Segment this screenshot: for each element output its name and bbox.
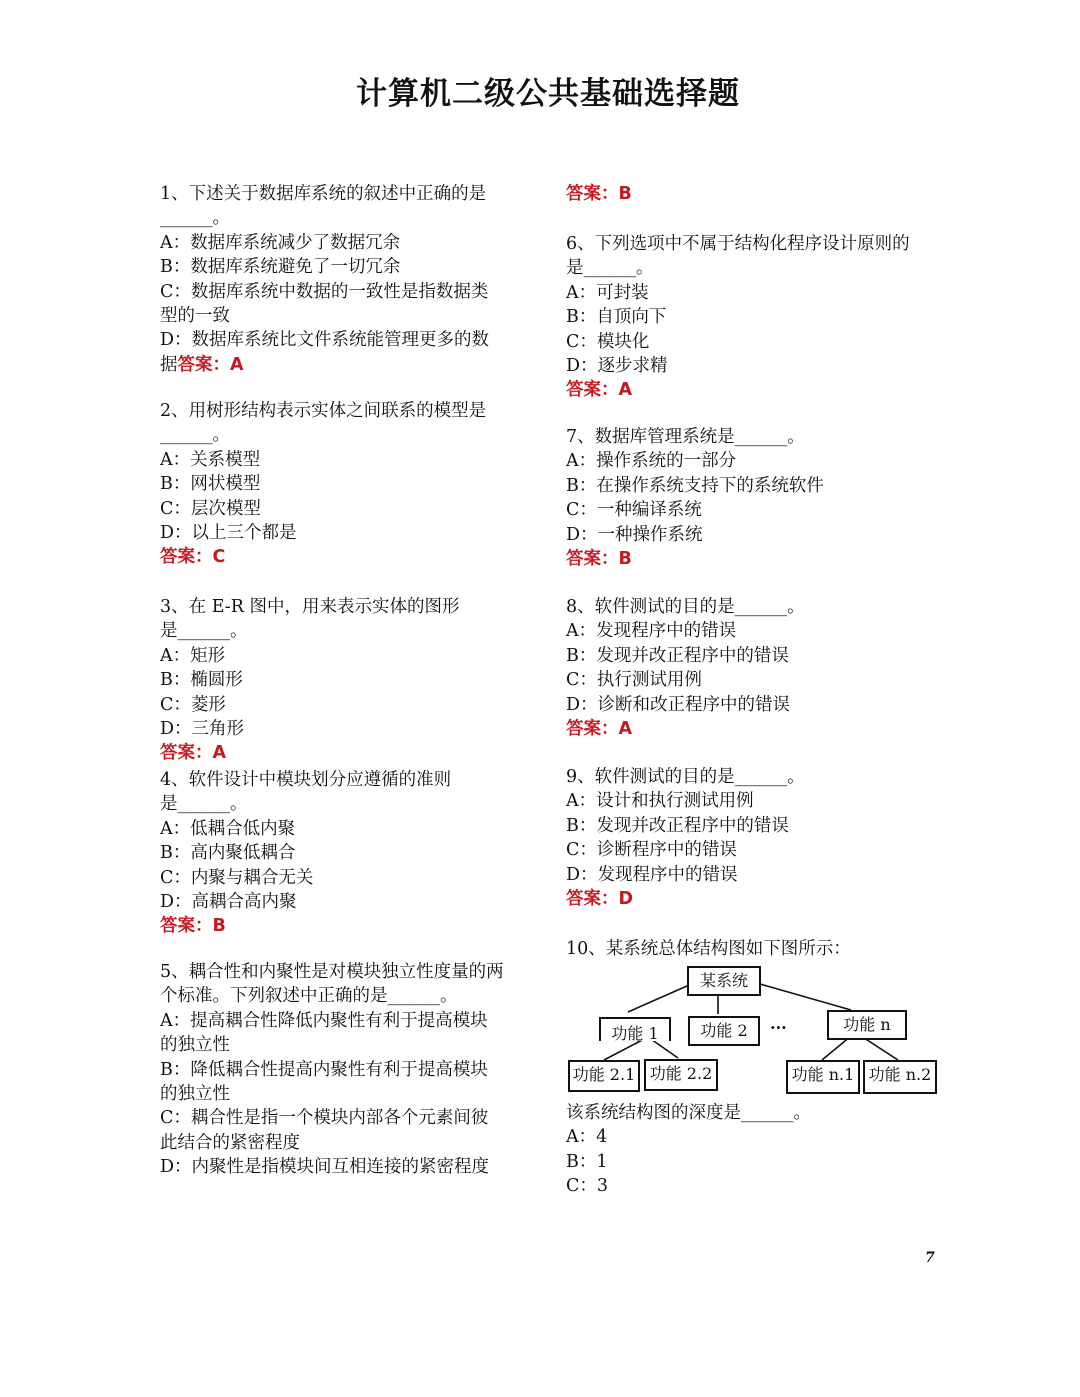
line-text: D：诊断和改正程序中的错误 (566, 694, 791, 715)
question-block (160, 768, 451, 939)
line-text: B：发现并改正程序中的错误 (566, 645, 789, 666)
question-line (566, 693, 805, 717)
line-text: 4、软件设计中模块划分应遵循的准则 (160, 770, 452, 790)
line-text: 8、软件测试的目的是______。 (566, 597, 805, 617)
line-text: D：三角形 (160, 718, 245, 739)
question-block (566, 182, 632, 206)
answer-label: 答案： (177, 354, 230, 375)
diagram-node-func2-2: 功能 2.2 (644, 1059, 718, 1091)
question-line (566, 1125, 811, 1149)
answer-line (566, 378, 910, 402)
question-text (566, 425, 824, 449)
question-line (566, 1174, 811, 1198)
line-text: 2、用树形结构表示实体之间联系的模型是 (160, 401, 487, 421)
line-text: 的独立性 (160, 1035, 230, 1056)
question-text (160, 399, 486, 423)
line-text: A：操作系统的一部分 (566, 451, 737, 472)
question-block (566, 595, 805, 741)
question-block (160, 960, 504, 1180)
question-line (566, 330, 910, 354)
line-text: B：在操作系统支持下的系统软件 (566, 475, 824, 496)
question-line (160, 866, 451, 890)
answer (566, 549, 632, 569)
question-line (160, 521, 486, 545)
line-text: 7、数据库管理系统是______。 (566, 427, 805, 447)
line-text: D：逐步求精 (566, 355, 668, 376)
question-line (566, 644, 805, 668)
answer-label: 答案： (160, 916, 213, 937)
answer-value: B (618, 184, 632, 204)
answer-line (160, 914, 451, 938)
line-text: 是______。 (160, 621, 248, 642)
answer (566, 719, 632, 739)
line-text: B：自顶向下 (566, 307, 667, 328)
line-text: A：关系模型 (160, 449, 261, 470)
structure-diagram (566, 962, 938, 1102)
question-block (566, 765, 805, 911)
line-text: D：以上三个都是 (160, 522, 297, 543)
question-line (566, 523, 824, 547)
answer-label: 答案： (566, 184, 619, 204)
question-line (160, 619, 459, 643)
question-line (160, 423, 486, 447)
answer (566, 889, 633, 909)
answer-value: C (212, 547, 226, 568)
line-text: C：诊断程序中的错误 (566, 840, 737, 861)
answer-label: 答案： (160, 547, 213, 568)
question-line (566, 256, 910, 280)
question-block (160, 595, 459, 766)
question-line (160, 448, 486, 472)
line-text: 该系统结构图的深度是______。 (566, 1103, 811, 1123)
line-text: A：提高耦合性降低内聚性有利于提高模块 (160, 1010, 488, 1031)
line-text: B：高内聚低耦合 (160, 843, 296, 864)
question-line (160, 1009, 504, 1033)
question-block (566, 425, 824, 571)
answer (160, 743, 226, 763)
question-line (566, 789, 805, 813)
page-title: 计算机二级公共基础选择题 (356, 76, 740, 112)
answer (160, 547, 225, 567)
line-text: ______。 (160, 208, 230, 229)
answer-value: D (618, 888, 634, 909)
question-line (160, 328, 489, 352)
line-text: 的独立性 (160, 1083, 230, 1104)
line-text: C：3 (566, 1176, 609, 1197)
question-block (566, 232, 910, 403)
answer-label: 答案： (566, 888, 619, 909)
answer-value: B (618, 548, 632, 569)
question-line (160, 472, 486, 496)
answer (178, 355, 244, 375)
diagram-node-funcn-1: 功能 n.1 (786, 1060, 860, 1094)
line-text: C：模块化 (566, 331, 650, 352)
question-line (160, 817, 451, 841)
diagram-node-func1: 功能 1 (599, 1017, 671, 1041)
question-line (160, 1033, 504, 1057)
line-text: B：降低耦合性提高内聚性有利于提高模块 (160, 1059, 488, 1080)
question-line (160, 353, 489, 377)
question-line (566, 838, 805, 862)
question-line (160, 231, 489, 255)
question-line (566, 449, 824, 473)
diagram-ellipsis: ··· (770, 1018, 787, 1037)
question-line (566, 863, 805, 887)
question-line (160, 792, 451, 816)
question-line (160, 1058, 504, 1082)
question-line (160, 1082, 504, 1106)
page-number: 7 (925, 1250, 935, 1266)
diagram-node-funcn: 功能 n (827, 1010, 907, 1040)
question-line (566, 474, 824, 498)
line-text: B：发现并改正程序中的错误 (566, 815, 789, 836)
question-text (160, 595, 459, 619)
answer-label: 答案： (566, 718, 619, 739)
line-text: 9、软件测试的目的是______。 (566, 767, 805, 787)
diagram-root-node: 某系统 (687, 966, 761, 996)
answer (566, 380, 632, 400)
question-line (160, 644, 459, 668)
line-text: D：发现程序中的错误 (566, 864, 738, 885)
answer-line (566, 182, 632, 206)
line-text: 是______。 (160, 794, 248, 815)
question-block (566, 1101, 811, 1199)
question-line (566, 619, 805, 643)
line-text: 型的一致 (160, 305, 230, 326)
line-text: C：一种编译系统 (566, 500, 702, 521)
line-text: 1、下述关于数据库系统的叙述中正确的是 (160, 184, 487, 204)
question-line (160, 206, 489, 230)
line-text: 6、下列选项中不属于结构化程序设计原则的 (566, 234, 910, 254)
question-line (566, 281, 910, 305)
question-line (566, 668, 805, 692)
line-text: D：数据库系统比文件系统能管理更多的数 (160, 330, 490, 351)
question-line (566, 354, 910, 378)
question-line (160, 280, 489, 304)
question-line (160, 717, 459, 741)
question-block (160, 182, 489, 377)
line-text: D：一种操作系统 (566, 524, 703, 545)
question-line (160, 497, 486, 521)
diagram-node-func2: 功能 2 (688, 1016, 760, 1046)
question-line (160, 668, 459, 692)
answer-line (566, 887, 805, 911)
question-line (160, 1106, 504, 1130)
question-line (566, 814, 805, 838)
line-text: A：矩形 (160, 645, 226, 666)
question-text (566, 595, 805, 619)
line-text: A：低耦合低内聚 (160, 818, 296, 839)
answer-line (566, 547, 824, 571)
answer-value: A (618, 380, 633, 401)
answer-line (160, 741, 459, 765)
answer-value: A (212, 743, 227, 764)
question-text (566, 937, 851, 961)
line-text: C：数据库系统中数据的一致性是指数据类 (160, 281, 489, 302)
question-text (566, 232, 910, 256)
answer-value: A (618, 718, 633, 739)
question-line (160, 255, 489, 279)
question-line (566, 498, 824, 522)
line-text: A：设计和执行测试用例 (566, 791, 754, 812)
question-line (160, 841, 451, 865)
line-text: 10、某系统总体结构图如下图所示： (566, 939, 851, 959)
question-line (566, 305, 910, 329)
diagram-node-funcn-2: 功能 n.2 (863, 1060, 937, 1094)
question-block (160, 399, 486, 570)
line-text: B：数据库系统避免了一切冗余 (160, 257, 401, 278)
answer-line (566, 717, 805, 741)
question-text (160, 182, 489, 206)
line-text: B：椭圆形 (160, 670, 243, 691)
line-text: B：1 (566, 1151, 608, 1172)
line-text: C：菱形 (160, 694, 226, 715)
line-text: C：耦合性是指一个模块内部各个元素间彼 (160, 1108, 489, 1129)
answer-value: A (230, 354, 244, 375)
line-text: A：4 (566, 1127, 608, 1148)
line-text: A：数据库系统减少了数据冗余 (160, 232, 401, 253)
answer-label: 答案： (566, 548, 619, 569)
line-text: 据 (160, 354, 178, 375)
line-text: 是______。 (566, 258, 654, 279)
line-text: 5、耦合性和内聚性是对模块独立性度量的两 (160, 962, 504, 982)
question-block (566, 937, 851, 961)
answer-label: 答案： (566, 380, 619, 401)
line-text: B：网状模型 (160, 474, 261, 495)
question-text (566, 765, 805, 789)
question-line (160, 984, 504, 1008)
line-text: A：可封装 (566, 282, 649, 303)
answer-line (160, 545, 486, 569)
line-text: 3、在 E-R 图中，用来表示实体的图形 (160, 597, 460, 617)
line-text: C：层次模型 (160, 498, 261, 519)
line-text: A：发现程序中的错误 (566, 621, 737, 642)
line-text: 个标准。下列叙述中正确的是______。 (160, 986, 458, 1007)
question-line (160, 693, 459, 717)
diagram-node-func2-1: 功能 2.1 (568, 1060, 640, 1092)
line-text: C：内聚与耦合无关 (160, 867, 314, 888)
answer-value: B (212, 916, 226, 937)
question-line (566, 1150, 811, 1174)
line-text: 此结合的紧密程度 (160, 1132, 300, 1153)
question-line (160, 1131, 504, 1155)
line-text: ______。 (160, 425, 230, 446)
answer-label: 答案： (160, 743, 213, 764)
line-text: C：执行测试用例 (566, 670, 702, 691)
question-line (160, 1155, 504, 1179)
answer (160, 916, 226, 936)
question-line (160, 890, 451, 914)
question-line (160, 304, 489, 328)
answer (566, 184, 632, 204)
line-text: D：高耦合高内聚 (160, 891, 297, 912)
question-text (160, 960, 504, 984)
line-text: D：内聚性是指模块间互相连接的紧密程度 (160, 1157, 490, 1178)
question-text (160, 768, 451, 792)
question-text (566, 1101, 811, 1125)
